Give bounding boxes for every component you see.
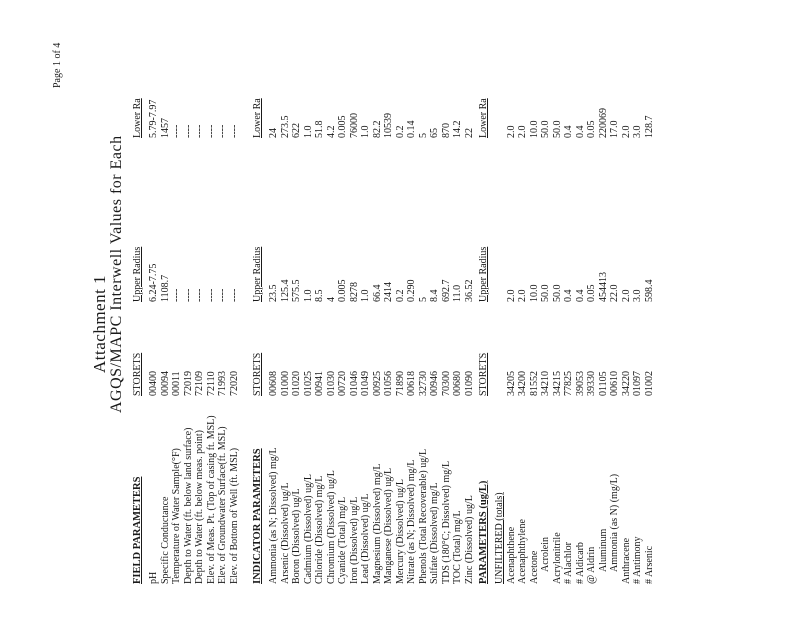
indicator-storet-cell: 01090 — [463, 371, 475, 396]
indicator-param-cell: Manganese (Dissolved) ug/L — [383, 467, 394, 584]
indicator-lower-cell: 1.0 — [360, 125, 371, 138]
indicator-upper-cell: 8.5 — [314, 289, 325, 302]
indicator-lower-cell: 65 — [429, 128, 440, 138]
field-param-cell: Elev. of Groundwater Surface(ft. MSL) — [217, 426, 228, 584]
parameters-lower-cell: 17.0 — [609, 120, 620, 138]
field-storet-cell: 00094 — [159, 371, 171, 396]
field-storet-cell: 72110 — [205, 371, 217, 396]
field-lower-cell: ---- — [194, 124, 205, 138]
field-storet-cell: 00011 — [171, 371, 182, 396]
parameters-storet-cell: 00610 — [609, 371, 620, 396]
indicator-param-cell: Zinc (Dissolved) ug/L — [463, 495, 475, 584]
indicator-storet-cell: 01025 — [302, 371, 314, 396]
parameters-storet-cell: 39330 — [586, 371, 597, 396]
indicator-param-cell: Nitrate (as N; Dissolved) mg/L — [406, 459, 417, 584]
parameters-storet-cell: 34215 — [551, 371, 563, 396]
indicator-param-cell: Ammonia (as N; Dissolved) mg/L — [268, 447, 279, 584]
parameters-param-cell: Acetone — [528, 550, 540, 584]
indicator-lower-cell: 273.5 — [279, 115, 291, 138]
indicator-storet-cell: 00608 — [268, 371, 279, 396]
parameters-lower-cell: 0.05 — [586, 120, 597, 138]
parameters-param-cell: Acrolein — [540, 537, 551, 572]
field-upper-cell: ---- — [228, 288, 240, 302]
parameters-param-cell: # Antimony — [632, 536, 643, 584]
parameters-upper-cell: 10.0 — [528, 284, 540, 302]
field-lower-cell: ---- — [217, 124, 228, 138]
indicator-storet-cell: 00618 — [406, 371, 417, 396]
field-lower-cell: ---- — [171, 124, 182, 138]
indicator-storet-cell: 00720 — [337, 371, 348, 396]
indicator-upper-cell: 1.0 — [360, 289, 371, 302]
field-lower-cell: 5.79-7.97 — [148, 99, 159, 138]
field-upper-cell: ---- — [171, 288, 182, 302]
parameters-upper-heading: Upper Radius — [478, 246, 489, 302]
indicator-upper-cell: 66.4 — [371, 284, 383, 302]
parameters-storet-cell: 34200 — [517, 371, 528, 396]
indicator-param-cell: Phenols (Total Recoverable) ug/L — [417, 448, 429, 584]
parameters-lower-cell: 128.7 — [643, 115, 655, 138]
parameters-param-cell: @ Aldrin — [586, 546, 597, 584]
indicator-storet-cell: 01000 — [279, 371, 291, 396]
indicator-param-cell: Mercury (Dissolved) ug/L — [394, 479, 406, 584]
indicator-lower-cell: 0.14 — [406, 120, 417, 138]
indicator-upper-cell: 5 — [417, 297, 429, 302]
indicator-upper-cell: 23.5 — [268, 284, 279, 302]
field-heading: FIELD PARAMETERS — [132, 476, 143, 584]
field-storet-cell: 71993 — [217, 371, 228, 396]
indicator-upper-cell: 4 — [325, 297, 337, 302]
indicator-param-cell: TDS (180°C; Dissolved) mg/L — [440, 460, 452, 584]
field-param-cell: Depth to Water (ft. below land surface) — [182, 427, 194, 584]
indicator-storet-cell: 70300 — [440, 371, 452, 396]
field-storet-cell: 72019 — [182, 371, 194, 396]
page-number: Page 1 of 4 — [52, 42, 63, 88]
parameters-heading: PARAMETERS (ug/L) — [478, 480, 489, 584]
indicator-upper-cell: 36.52 — [463, 279, 475, 302]
document-title: Attachment 1 — [90, 274, 109, 373]
field-param-cell: pH — [148, 571, 159, 584]
indicator-lower-heading: Lower Ra — [252, 98, 263, 138]
field-upper-cell: ---- — [182, 288, 194, 302]
indicator-lower-cell: 870 — [440, 123, 452, 138]
parameters-param-cell: Acenaphthene — [505, 526, 517, 584]
indicator-storet-cell: 00680 — [452, 371, 463, 396]
parameters-param-cell: Acrylonitrile — [551, 532, 563, 584]
indicator-param-cell: Magnesium (Dissolved) mg/L — [371, 463, 383, 584]
parameters-param-cell: Aluminum — [597, 528, 609, 572]
indicator-upper-cell: 125.4 — [279, 279, 291, 302]
field-upper-cell: ---- — [205, 288, 217, 302]
field-lower-cell: ---- — [205, 124, 217, 138]
indicator-lower-cell: 76000 — [348, 113, 360, 138]
parameters-storet-cell: 81552 — [528, 371, 540, 396]
parameters-upper-cell: 50.0 — [540, 284, 551, 302]
indicator-storet-cell: 71890 — [394, 371, 406, 396]
indicator-upper-cell: 0.005 — [337, 279, 348, 302]
field-lower-cell: 1457 — [159, 118, 171, 138]
indicator-lower-cell: 22 — [463, 128, 475, 138]
indicator-storet-cell: 01030 — [325, 371, 337, 396]
indicator-param-cell: Cadmium (Dissolved) ug/L — [302, 474, 314, 584]
parameters-param-cell: # Alachlor — [563, 542, 574, 584]
indicator-lower-cell: 0.2 — [394, 125, 406, 138]
parameters-lower-cell: 0.4 — [574, 125, 586, 138]
parameters-storet-cell: 34210 — [540, 371, 551, 396]
indicator-storet-cell: 32730 — [417, 371, 429, 396]
indicator-storet-cell: 00941 — [314, 371, 325, 396]
indicator-upper-cell: 1.0 — [302, 289, 314, 302]
parameters-storet-cell: 39053 — [574, 371, 586, 396]
parameters-upper-cell: 2.0 — [620, 289, 632, 302]
parameters-storet-cell: 01097 — [632, 371, 643, 396]
parameters-lower-cell: 0.4 — [563, 125, 574, 138]
indicator-param-cell: Lead (Dissolved) ug/L — [360, 493, 371, 584]
field-upper-cell: ---- — [217, 288, 228, 302]
parameters-upper-cell: 0.4 — [574, 289, 586, 302]
indicator-lower-cell: 14.2 — [452, 120, 463, 138]
field-lower-cell: ---- — [182, 124, 194, 138]
indicator-upper-cell: 8.4 — [429, 289, 440, 302]
parameters-storet-cell: 77825 — [563, 371, 574, 396]
parameters-lower-cell: 2.0 — [505, 125, 517, 138]
indicator-storet-cell: 01046 — [348, 371, 360, 396]
parameters-upper-cell: 22.0 — [609, 284, 620, 302]
parameters-lower-cell: 10.0 — [528, 120, 540, 138]
indicator-lower-cell: 1.0 — [302, 125, 314, 138]
field-param-cell: Elev. of Meas. Pt. (Top of casing ft. MSL) — [205, 415, 217, 584]
indicator-param-cell: Chloride (Dissolved) mg/L — [314, 475, 325, 584]
indicator-storet-cell: 00946 — [429, 371, 440, 396]
indicator-lower-cell: 5 — [417, 133, 429, 138]
indicator-upper-cell: 11.0 — [452, 284, 463, 302]
indicator-upper-cell: 8278 — [348, 282, 360, 302]
indicator-storet-cell: 00925 — [371, 371, 383, 396]
field-param-cell: Elev. of Bottom of Well (ft. MSL) — [228, 447, 240, 584]
parameters-upper-cell: 3.0 — [632, 289, 643, 302]
indicator-upper-heading: Upper Radius — [252, 246, 263, 302]
parameters-storet-cell: 01105 — [597, 371, 609, 396]
indicator-upper-cell: 0.290 — [406, 279, 417, 302]
field-param-cell: Depth to Water (ft. below meas. point) — [194, 430, 205, 584]
indicator-param-cell: Cyanide (Total) mg/L — [337, 496, 348, 584]
parameters-lower-cell: 2.0 — [620, 125, 632, 138]
field-lower-cell: ---- — [228, 124, 240, 138]
parameters-param-cell: Ammonia (as N) (mg/L) — [609, 473, 620, 572]
indicator-param-cell: Sulfate (Dissolved) mg/L — [429, 482, 440, 584]
field-upper-cell: 6.24-7.75 — [148, 263, 159, 302]
indicator-param-cell: Iron (Dissolved) ug/L — [348, 496, 360, 584]
parameters-lower-heading: Lower Ra — [478, 98, 489, 138]
field-lower-heading: Lower Ra — [132, 98, 143, 138]
field-param-cell: Temperature of Water Sample(°F) — [171, 448, 182, 584]
field-upper-heading: Upper Radius — [132, 246, 143, 302]
field-storets-heading: STORETS — [132, 352, 143, 396]
parameters-param-cell: Acenaphthylene — [517, 519, 528, 584]
parameters-lower-cell: 2.0 — [517, 125, 528, 138]
indicator-param-cell: TOC (Total) mg/L — [452, 510, 463, 584]
parameters-param-cell: UNFILTERED (totals) — [494, 492, 505, 584]
indicator-upper-cell: 575.5 — [291, 279, 302, 302]
parameters-upper-cell: 0.05 — [586, 284, 597, 302]
indicator-param-cell: Boron (Dissolved) ug/L — [291, 488, 302, 584]
indicator-lower-cell: 51.8 — [314, 120, 325, 138]
field-upper-cell: 1108.7 — [159, 274, 171, 302]
parameters-storet-cell: 01002 — [643, 371, 655, 396]
parameters-upper-cell: 2.0 — [505, 289, 517, 302]
indicator-heading: INDICATOR PARAMETERS — [252, 448, 263, 584]
field-storet-cell: 00400 — [148, 371, 159, 396]
parameters-storet-cell: 34220 — [620, 371, 632, 396]
parameters-upper-cell: 50.0 — [551, 284, 563, 302]
indicator-lower-cell: 0.005 — [337, 115, 348, 138]
indicator-lower-cell: 4.2 — [325, 125, 337, 138]
parameters-upper-cell: 454413 — [597, 272, 609, 302]
indicator-param-cell: Arsenic (Dissolved) ug/L — [279, 482, 291, 584]
indicator-upper-cell: 0.2 — [394, 289, 406, 302]
indicator-upper-cell: 692.7 — [440, 279, 452, 302]
parameters-lower-cell: 50.0 — [540, 120, 551, 138]
parameters-lower-cell: 3.0 — [632, 125, 643, 138]
indicator-lower-cell: 10539 — [383, 113, 394, 138]
indicator-lower-cell: 622 — [291, 123, 302, 138]
indicator-storet-cell: 01049 — [360, 371, 371, 396]
indicator-storets-heading: STORETS — [252, 352, 263, 396]
parameters-upper-cell: 598.4 — [643, 279, 655, 302]
parameters-lower-cell: 50.0 — [551, 120, 563, 138]
parameters-param-cell: # Aldicarb — [574, 542, 586, 584]
indicator-upper-cell: 2414 — [383, 282, 394, 302]
indicator-lower-cell: 82.2 — [371, 120, 383, 138]
field-param-cell: Specific Conductance — [159, 496, 171, 584]
document-subtitle: AGQS/MAPC Interwell Values for Each — [108, 135, 125, 413]
field-storet-cell: 72020 — [228, 371, 240, 396]
parameters-upper-cell: 2.0 — [517, 289, 528, 302]
parameters-param-cell: # Arsenic — [643, 545, 655, 584]
indicator-param-cell: Chromium (Dissolved) ug/L — [325, 470, 337, 584]
parameters-storets-heading: STORETS — [478, 352, 489, 396]
parameters-storet-cell: 34205 — [505, 371, 517, 396]
parameters-upper-cell: 0.4 — [563, 289, 574, 302]
parameters-param-cell: Anthracene — [620, 537, 632, 584]
field-storet-cell: 72109 — [194, 371, 205, 396]
field-upper-cell: ---- — [194, 288, 205, 302]
indicator-lower-cell: 24 — [268, 128, 279, 138]
indicator-storet-cell: 01020 — [291, 371, 302, 396]
indicator-storet-cell: 01056 — [383, 371, 394, 396]
parameters-lower-cell: 220069 — [597, 108, 609, 138]
